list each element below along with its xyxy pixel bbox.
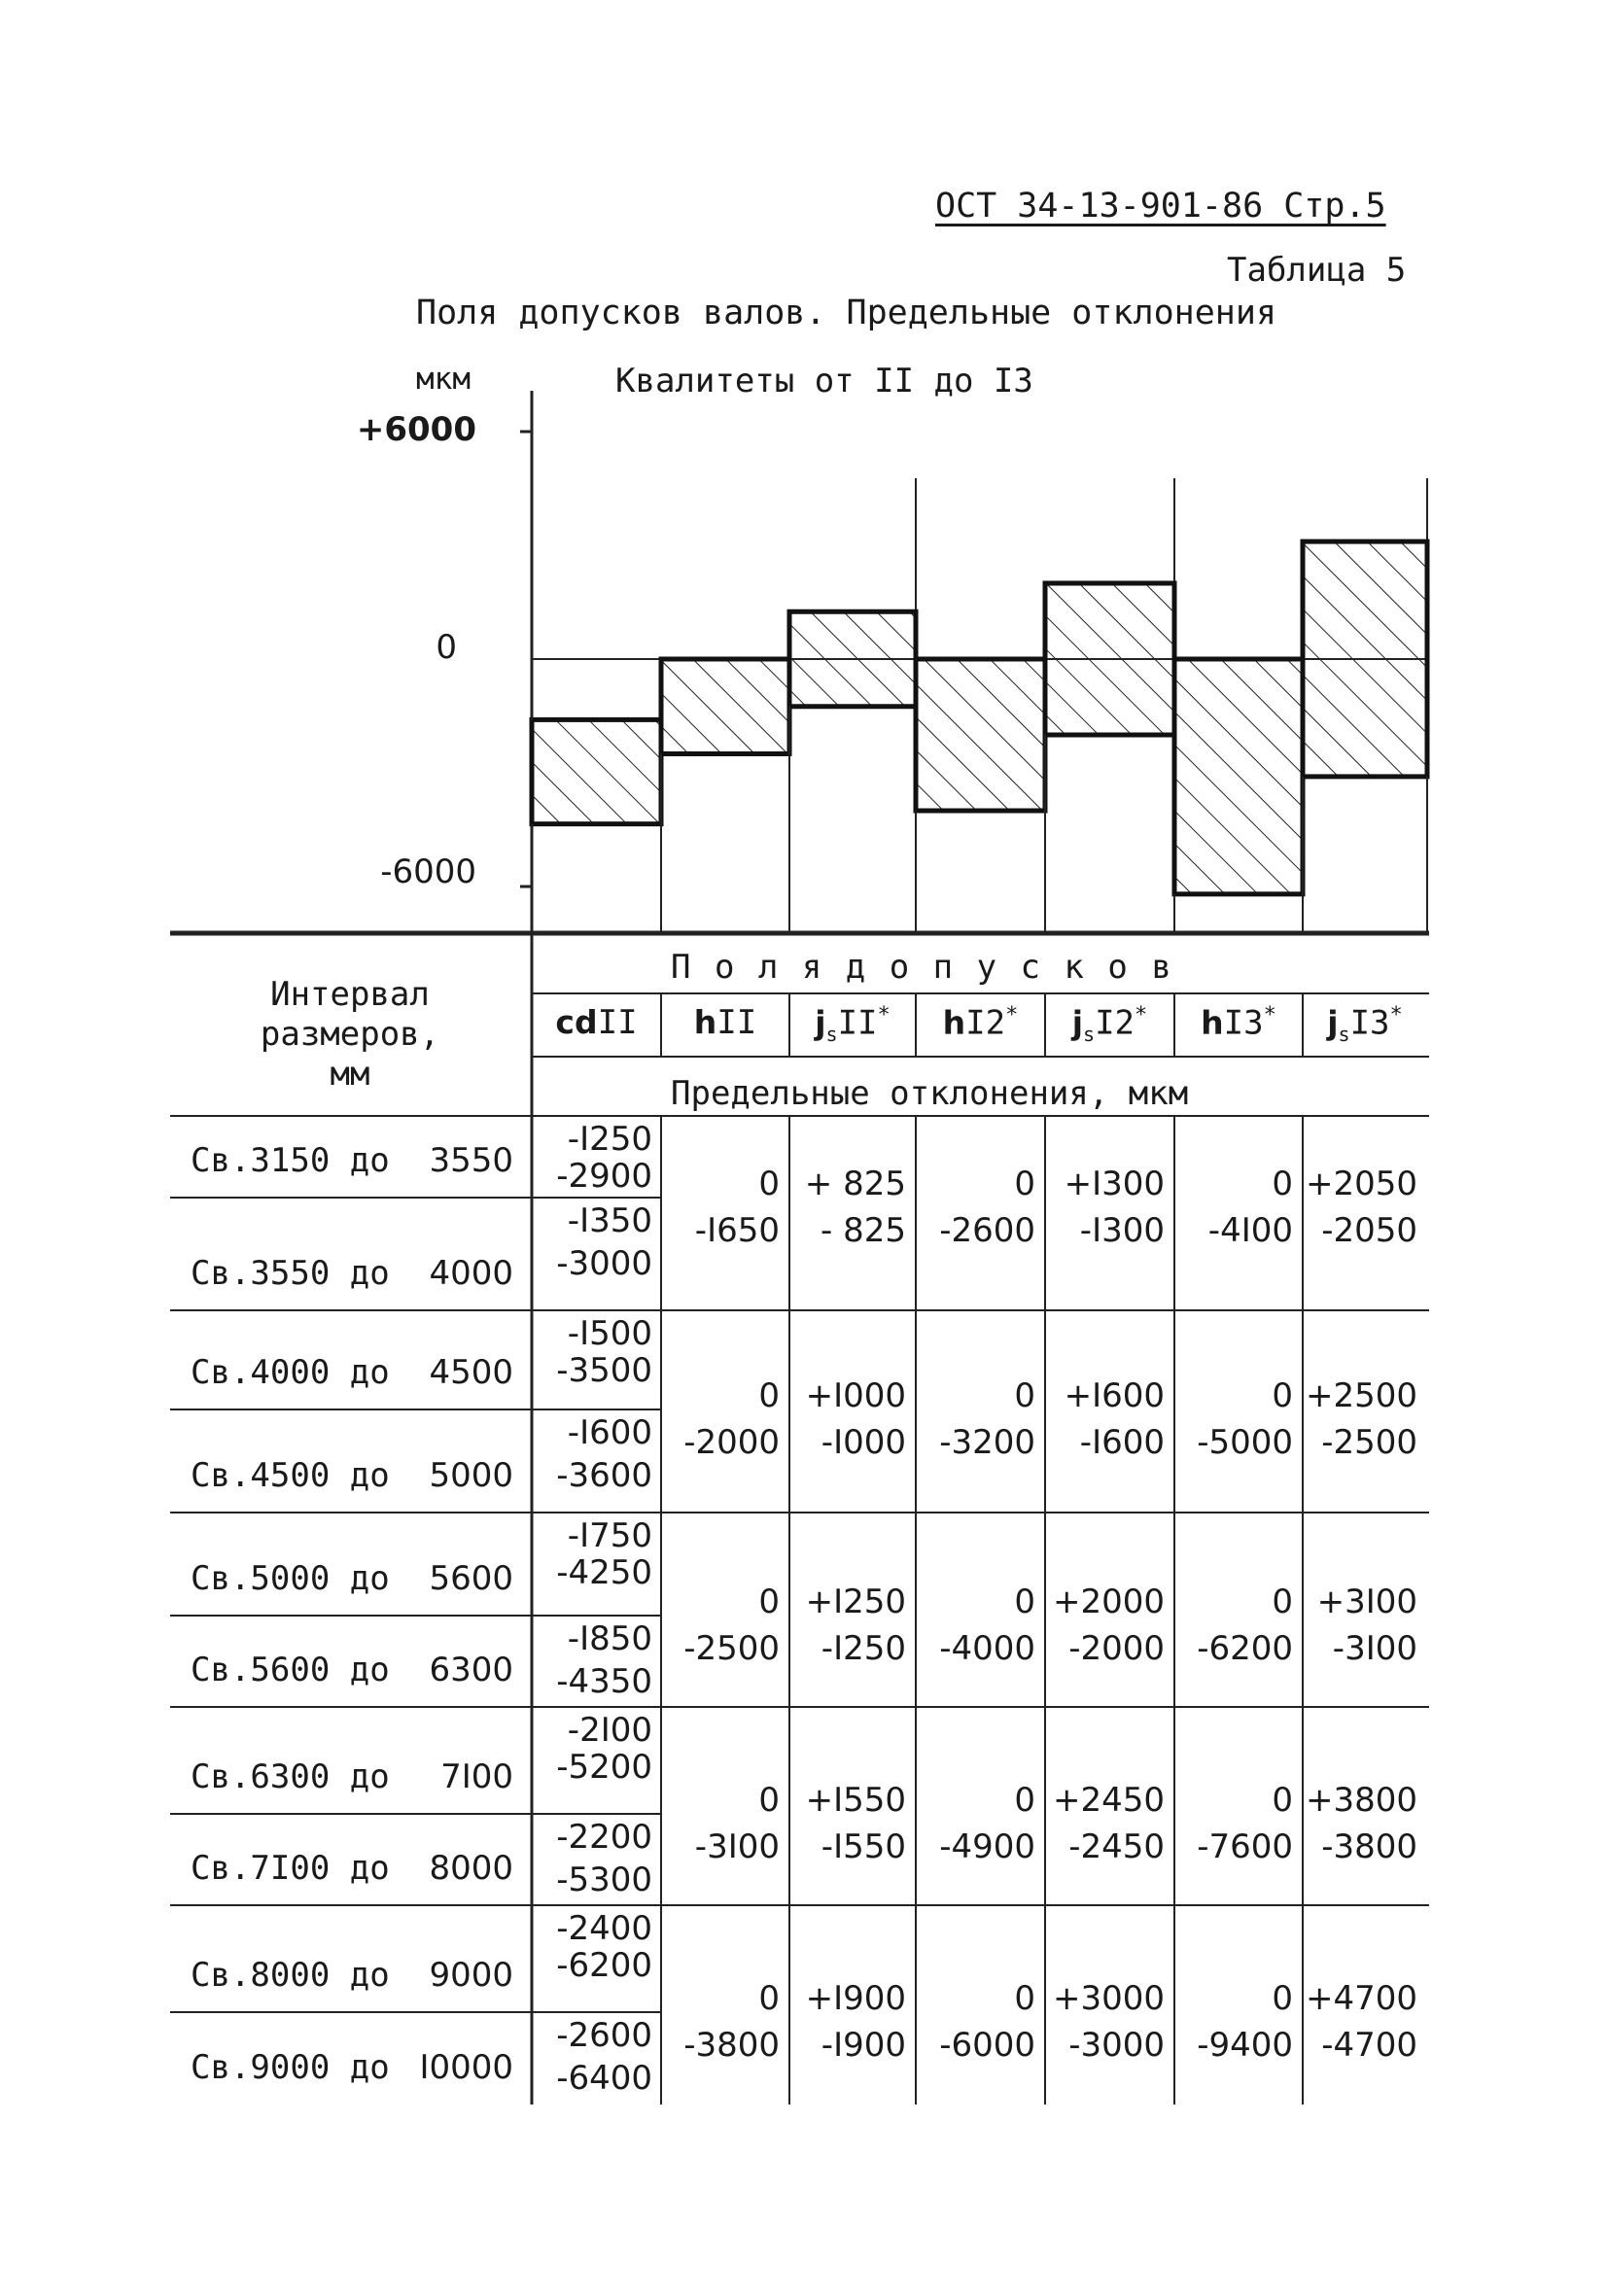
- interval-header-line: размеров,: [260, 1015, 440, 1054]
- js12-lower: -2000: [1068, 1629, 1165, 1668]
- h11-lower: -3800: [683, 2026, 780, 2065]
- interval-to: 6300: [429, 1651, 513, 1689]
- js11-upper: +I250: [805, 1583, 906, 1621]
- tolerance-bar-hI3*: [1174, 659, 1303, 894]
- js13-upper: +3800: [1305, 1781, 1417, 1820]
- tolerance-bar-hII: [661, 659, 789, 754]
- js11-lower: -I250: [821, 1629, 906, 1668]
- js11-lower: - 825: [821, 1211, 906, 1250]
- js12-upper: +3000: [1052, 1979, 1165, 2018]
- interval-from: Св.5600 до: [191, 1651, 390, 1689]
- cd11-upper: -2I00: [567, 1711, 652, 1750]
- interval-to: 5000: [429, 1456, 513, 1495]
- h12-lower: -6000: [939, 2026, 1035, 2065]
- h12-lower: -2600: [939, 1211, 1035, 1250]
- interval-from: Св.5000 до: [191, 1559, 390, 1598]
- table-number: Таблица 5: [1227, 251, 1407, 290]
- js13-upper: +2050: [1305, 1165, 1417, 1203]
- field-header-jsI2: $j_sI2^*$: [1071, 1003, 1148, 1047]
- h11-upper: 0: [758, 1583, 780, 1621]
- interval-to: 4500: [429, 1353, 513, 1392]
- field-header-hII: hII: [693, 1003, 757, 1042]
- h13-lower: -4I00: [1207, 1211, 1293, 1250]
- interval-from: Св.3550 до: [191, 1254, 390, 1293]
- interval-to: 4000: [429, 1254, 513, 1293]
- cd11-upper: -2600: [556, 2016, 652, 2055]
- field-header-jsI3: $j_sI3^*$: [1327, 1003, 1403, 1047]
- cd11-upper: -I850: [567, 1619, 652, 1658]
- h12-lower: -4900: [939, 1827, 1035, 1866]
- interval-from: Св.6300 до: [191, 1757, 390, 1796]
- tolerance-bar-jsI3*: [1303, 541, 1427, 777]
- interval-header-line: мм: [330, 1055, 370, 1094]
- h11-upper: 0: [758, 1376, 780, 1415]
- cd11-lower: -6200: [556, 1946, 652, 1985]
- js11-lower: -I900: [821, 2026, 906, 2065]
- js12-lower: -2450: [1068, 1827, 1165, 1866]
- cd11-upper: -I500: [567, 1314, 652, 1353]
- h13-upper: 0: [1272, 1781, 1293, 1820]
- interval-from: Св.4500 до: [191, 1456, 390, 1495]
- interval-to: 3550: [429, 1141, 513, 1180]
- h13-lower: -9400: [1197, 2026, 1293, 2065]
- cd11-lower: -4250: [556, 1553, 652, 1592]
- field-header-hI2: hI2*: [942, 1003, 1019, 1043]
- h12-upper: 0: [1014, 1583, 1035, 1621]
- tolerance-bar-jsI2*: [1045, 583, 1174, 735]
- chart-subtitle: Квалитеты от II до I3: [615, 362, 1033, 400]
- interval-header-line: Интервал: [270, 975, 430, 1014]
- h11-lower: -2500: [683, 1629, 780, 1668]
- cd11-lower: -3500: [556, 1351, 652, 1390]
- cd11-lower: -6400: [556, 2059, 652, 2098]
- tolerance-bar-cdII: [532, 719, 661, 823]
- field-header-cdII: cdII: [555, 1003, 638, 1042]
- js11-upper: +I550: [805, 1781, 906, 1820]
- table-title: Поля допусков валов. Предельные отклонения: [416, 294, 1277, 332]
- js12-upper: +I300: [1064, 1165, 1165, 1203]
- interval-from: Св.8000 до: [191, 1956, 390, 1995]
- cd11-lower: -3000: [556, 1244, 652, 1283]
- deviations-header: Предельные отклонения, мкм: [671, 1074, 1189, 1113]
- interval-to: 7I00: [440, 1757, 513, 1796]
- tolerance-bar-jsII*: [789, 611, 916, 707]
- h13-upper: 0: [1272, 1979, 1293, 2018]
- interval-to: 5600: [429, 1559, 513, 1598]
- cd11-upper: -2200: [556, 1818, 652, 1857]
- h11-upper: 0: [758, 1165, 780, 1203]
- fields-header: П о л я д о п у с к о в: [671, 948, 1173, 987]
- h13-upper: 0: [1272, 1376, 1293, 1415]
- chart-unit-label: мкм: [416, 362, 471, 397]
- cd11-lower: -4350: [556, 1662, 652, 1701]
- interval-from: Св.9000 до: [191, 2048, 390, 2087]
- cd11-upper: -I350: [567, 1201, 652, 1240]
- interval-from: Св.7I00 до: [191, 1849, 390, 1888]
- interval-to: 8000: [429, 1849, 513, 1888]
- h13-lower: -6200: [1197, 1629, 1293, 1668]
- tolerance-bar-hI2*: [916, 659, 1045, 811]
- js13-lower: -2050: [1321, 1211, 1417, 1250]
- js11-upper: + 825: [804, 1165, 906, 1203]
- js11-upper: +I000: [805, 1376, 906, 1415]
- h12-lower: -4000: [939, 1629, 1035, 1668]
- js11-lower: -I550: [821, 1827, 906, 1866]
- js13-lower: -3800: [1321, 1827, 1417, 1866]
- h11-lower: -3I00: [694, 1827, 780, 1866]
- h11-lower: -I650: [694, 1211, 780, 1250]
- cd11-upper: -I600: [567, 1413, 652, 1452]
- h12-lower: -3200: [939, 1423, 1035, 1462]
- y-tick-label-top: +6000: [356, 410, 476, 449]
- js13-upper: +4700: [1305, 1979, 1417, 2018]
- cd11-lower: -3600: [556, 1456, 652, 1495]
- js11-upper: +I900: [805, 1979, 906, 2018]
- h12-upper: 0: [1014, 1165, 1035, 1203]
- h13-lower: -5000: [1197, 1423, 1293, 1462]
- cd11-lower: -5200: [556, 1748, 652, 1787]
- cd11-upper: -2400: [556, 1909, 652, 1948]
- h12-upper: 0: [1014, 1979, 1035, 2018]
- field-header-jsII: $j_sII^*$: [815, 1003, 891, 1047]
- y-tick-label-zero: 0: [436, 628, 457, 667]
- h11-lower: -2000: [683, 1423, 780, 1462]
- cd11-lower: -5300: [556, 1861, 652, 1899]
- interval-from: Св.3150 до: [191, 1141, 390, 1180]
- cd11-upper: -I250: [567, 1120, 652, 1159]
- js12-upper: +2000: [1052, 1583, 1165, 1621]
- interval-from: Св.4000 до: [191, 1353, 390, 1392]
- document-code: ОСТ 34-13-901-86 Стр.5: [935, 187, 1386, 226]
- js13-lower: -2500: [1321, 1423, 1417, 1462]
- js12-upper: +2450: [1052, 1781, 1165, 1820]
- cd11-upper: -I750: [567, 1516, 652, 1555]
- js11-lower: -I000: [821, 1423, 906, 1462]
- h11-upper: 0: [758, 1979, 780, 2018]
- h11-upper: 0: [758, 1781, 780, 1820]
- js12-lower: -3000: [1068, 2026, 1165, 2065]
- js13-lower: -4700: [1321, 2026, 1417, 2065]
- interval-to: 9000: [429, 1956, 513, 1995]
- cd11-lower: -2900: [556, 1157, 652, 1196]
- js13-lower: -3I00: [1332, 1629, 1417, 1668]
- h12-upper: 0: [1014, 1781, 1035, 1820]
- js13-upper: +2500: [1305, 1376, 1417, 1415]
- js13-upper: +3I00: [1316, 1583, 1417, 1621]
- field-header-hI3: hI3*: [1201, 1003, 1276, 1043]
- interval-to: I0000: [419, 2048, 513, 2087]
- js12-lower: -I600: [1079, 1423, 1165, 1462]
- y-tick-label-bottom: -6000: [380, 852, 476, 891]
- js12-upper: +I600: [1064, 1376, 1165, 1415]
- h13-upper: 0: [1272, 1583, 1293, 1621]
- h12-upper: 0: [1014, 1376, 1035, 1415]
- h13-lower: -7600: [1197, 1827, 1293, 1866]
- js12-lower: -I300: [1079, 1211, 1165, 1250]
- h13-upper: 0: [1272, 1165, 1293, 1203]
